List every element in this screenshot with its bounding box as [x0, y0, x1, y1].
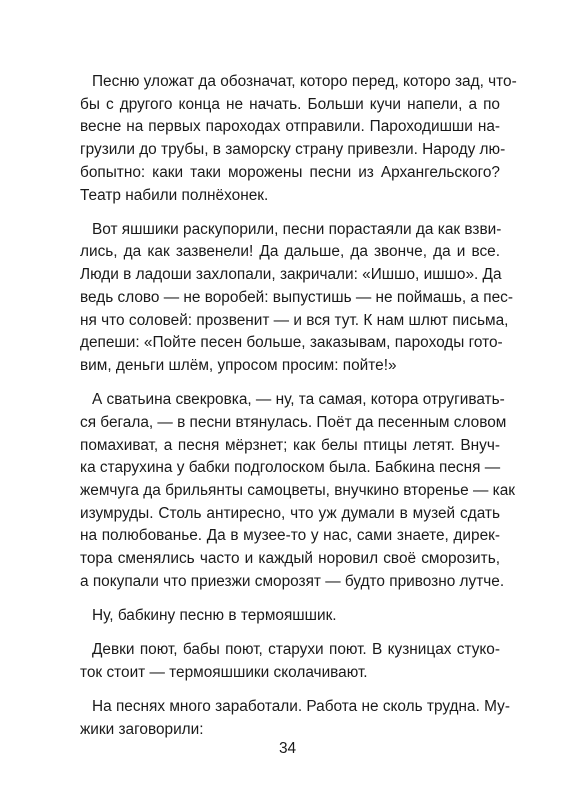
text-line: бы с другого конца не начать. Больши кучи напели, а по [80, 95, 500, 113]
text-line: ня что соловей: прозвенит — и вся тут. К нам шлют письма, [80, 311, 509, 329]
text-line: изумруды. Столь антиресно, что уж думали в музей сдать [80, 504, 500, 522]
text-line: Вот яшшики раскупорили, песни порастаяли да как взви- [92, 220, 502, 238]
text-line: лись, да как зазвенели! Да дальше, да звонче, да и все. [80, 243, 500, 261]
text-line: Люди в ладоши захлопали, закричали: «Ишшо, ишшо». Да [80, 266, 502, 284]
text-line: а покупали что приезжи сморозят — будто привозно лутче. [80, 572, 505, 590]
text-line: На песнях много заработали. Работа не сколь трудна. Му- [92, 698, 510, 716]
body-text [80, 71, 517, 753]
text-line: бопытно: каки таки морожены песни из Архангельского? [80, 163, 500, 181]
text-line: Ну, бабкину песню в термояшшик. [92, 606, 337, 624]
text-line: ток стоит — термояшшики сколачивают. [80, 663, 368, 681]
text-line: Песню уложат да обозначат, которо перед, которо зад, что- [92, 73, 517, 90]
paragraph [80, 605, 500, 628]
paragraph [80, 696, 510, 741]
text-line: на полюбованье. Да в музее-то у нас, сами знаете, дирек- [80, 527, 500, 545]
text-line: депеши: «Пойте песен больше, заказывам, пароходы гото- [80, 334, 503, 352]
paragraph [80, 389, 516, 593]
paragraph [80, 71, 517, 207]
text-line: Девки поют, бабы поют, старухи поют. В кузницах стуко- [92, 641, 500, 659]
text-line: жики заговорили: [80, 720, 204, 738]
text-line: ка старухина у бабки подголоском была. Бабкина песня — [80, 459, 501, 477]
text-line: грузили до трубы, в заморску страну привезли. Народу лю- [80, 141, 506, 159]
text-line: весне на первых пароходах отправили. Пароходишши на- [80, 118, 500, 136]
text-line: жемчуга да брильянты самоцветы, внучкино вторенье — как [80, 481, 516, 499]
text-line: А сватьина свекровка, — ну, та самая, котора отругивать- [92, 391, 505, 409]
paragraph [80, 219, 513, 378]
text-line: вим, деньги шлём, упросом просим: пойте!» [80, 356, 397, 374]
paragraph [80, 639, 500, 684]
text-line: помахиват, а песня мёрзнет; как белы птицы летят. Внуч- [80, 436, 500, 454]
text-line: ся бегала, — в песни втянулась. Поёт да песенным словом [80, 413, 507, 431]
page-number: 34 [278, 740, 297, 757]
text-line: ведь слово — не воробей: выпустишь — не поймашь, а пес- [80, 288, 513, 306]
text-line: Театр набили полнёхонек. [80, 186, 269, 204]
text-line: тора сменялись часто и каждый норовил своё сморозить, [80, 550, 500, 568]
